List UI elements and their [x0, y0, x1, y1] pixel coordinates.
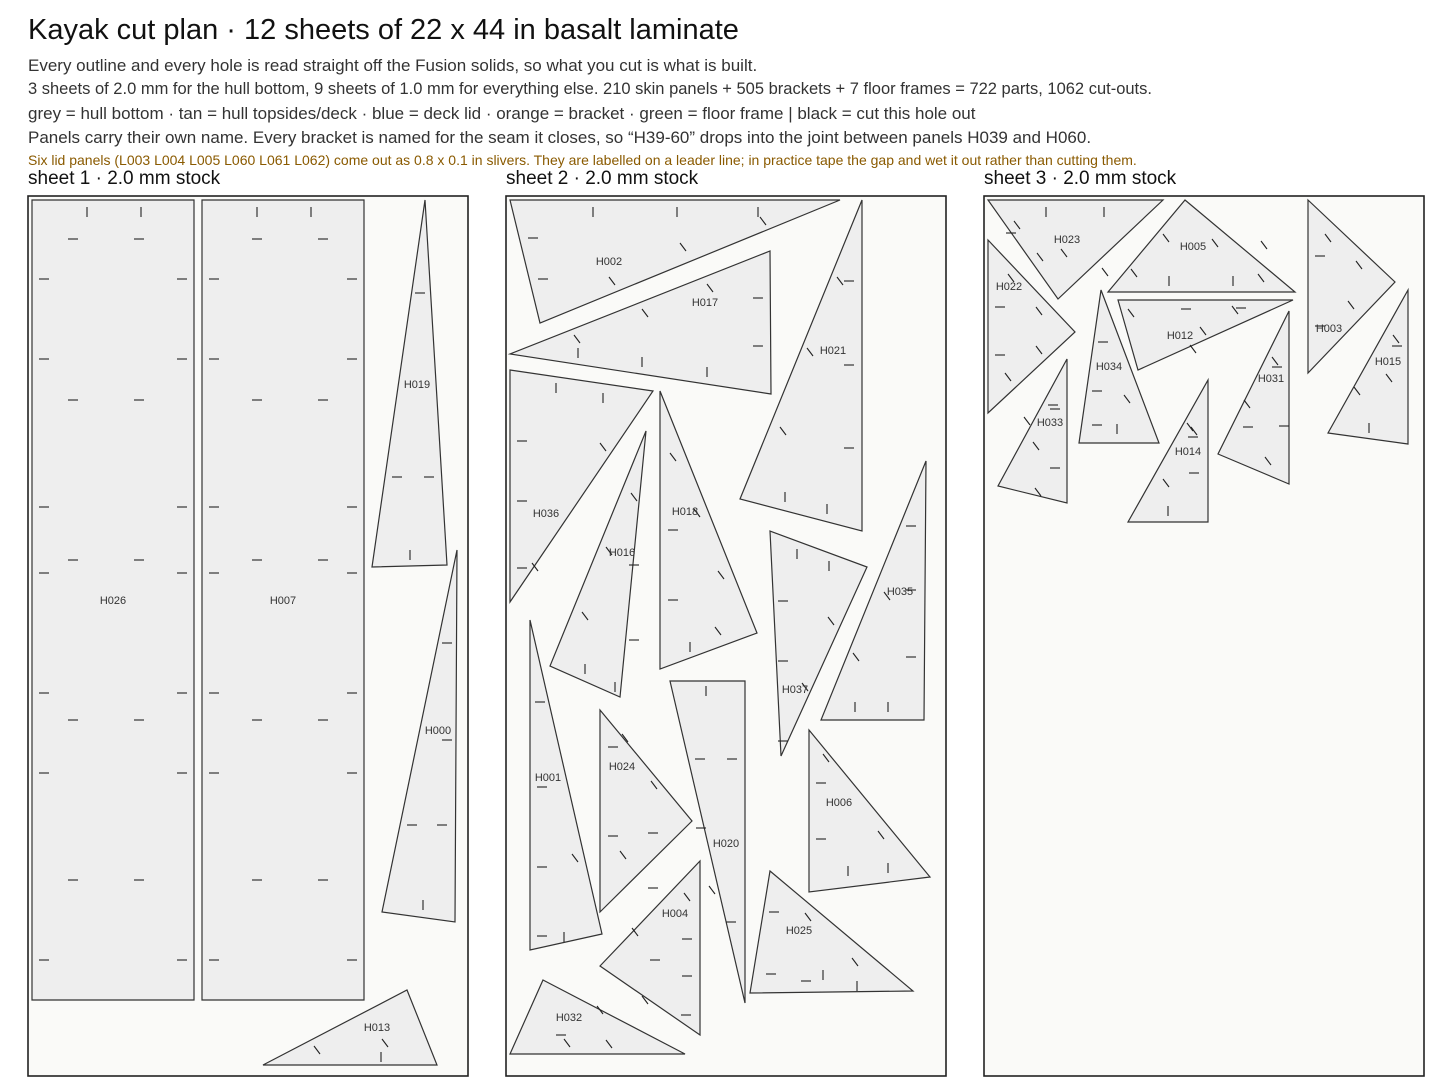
- panel-label: H035: [886, 586, 914, 598]
- panel-h007: [202, 200, 364, 1090]
- panel-label: H012: [1166, 330, 1194, 342]
- panel-label: H025: [785, 925, 813, 937]
- panel-label: H018: [671, 506, 699, 518]
- panel-label: H004: [661, 908, 689, 920]
- panel-label: H032: [555, 1012, 583, 1024]
- panel-label: H036: [532, 508, 560, 520]
- panel-label: H007: [269, 595, 297, 607]
- description-line-2: 3 sheets of 2.0 mm for the hull bottom, 9 sheets of 1.0 mm for everything else. 210 skin panels + 505 brackets + 7 floor frames = 722 parts, 1062 cut-outs.: [28, 80, 1152, 98]
- panel-label: H034: [1095, 361, 1123, 373]
- sheet-1-label: sheet 1 · 2.0 mm stock: [28, 168, 221, 189]
- panel-label: H031: [1257, 373, 1285, 385]
- panel-label: H000: [424, 725, 452, 737]
- description-line-1: Every outline and every hole is read straight off the Fusion solids, so what you cut is what is built.: [28, 56, 758, 75]
- panel-label: H026: [99, 595, 127, 607]
- panel-label: H002: [595, 256, 623, 268]
- naming-note-line: Panels carry their own name. Every bracket is named for the seam it closes, so “H39-60” drops into the joint between panels H039 and H060.: [28, 128, 1092, 147]
- sheet-3-label: sheet 3 · 2.0 mm stock: [984, 168, 1177, 189]
- sheet-2-stock: [505, 195, 947, 1077]
- panel-label: H024: [608, 761, 636, 773]
- panel-label: H019: [403, 379, 431, 391]
- panel-label: H033: [1036, 417, 1064, 429]
- panel-label: H016: [608, 547, 636, 559]
- panel-label: H006: [825, 797, 853, 809]
- panel-label: H005: [1179, 241, 1207, 253]
- panel-label: H017: [691, 297, 719, 309]
- panel-label: H020: [712, 838, 740, 850]
- panel-label: H001: [534, 772, 562, 784]
- sliver-warning: Six lid panels (L003 L004 L005 L060 L061 L062) come out as 0.8 x 0.1 in slivers. They are labelled on a leader line; in practice tape the gap and wet it out rather than cutting them.: [28, 152, 1137, 168]
- panel-label: H015: [1374, 356, 1402, 368]
- panel-label: H013: [363, 1022, 391, 1034]
- sheet-3-stock: [983, 195, 1425, 1077]
- panel-label: H023: [1053, 234, 1081, 246]
- panel-label: H014: [1174, 446, 1202, 458]
- color-legend-line: grey = hull bottom · tan = hull topsides/deck · blue = deck lid · orange = bracket · green = floor frame | black = cut this hole out: [28, 104, 976, 123]
- panel-label: H037: [781, 684, 809, 696]
- panel-label: H003: [1315, 323, 1343, 335]
- panel-label: H021: [819, 345, 847, 357]
- panel-h026: [32, 200, 194, 1090]
- page-title: Kayak cut plan · 12 sheets of 22 x 44 in basalt laminate: [28, 14, 739, 46]
- sheet-1-stock: [27, 195, 469, 1077]
- panel-label: H022: [995, 281, 1023, 293]
- sheet-2-label: sheet 2 · 2.0 mm stock: [506, 168, 699, 189]
